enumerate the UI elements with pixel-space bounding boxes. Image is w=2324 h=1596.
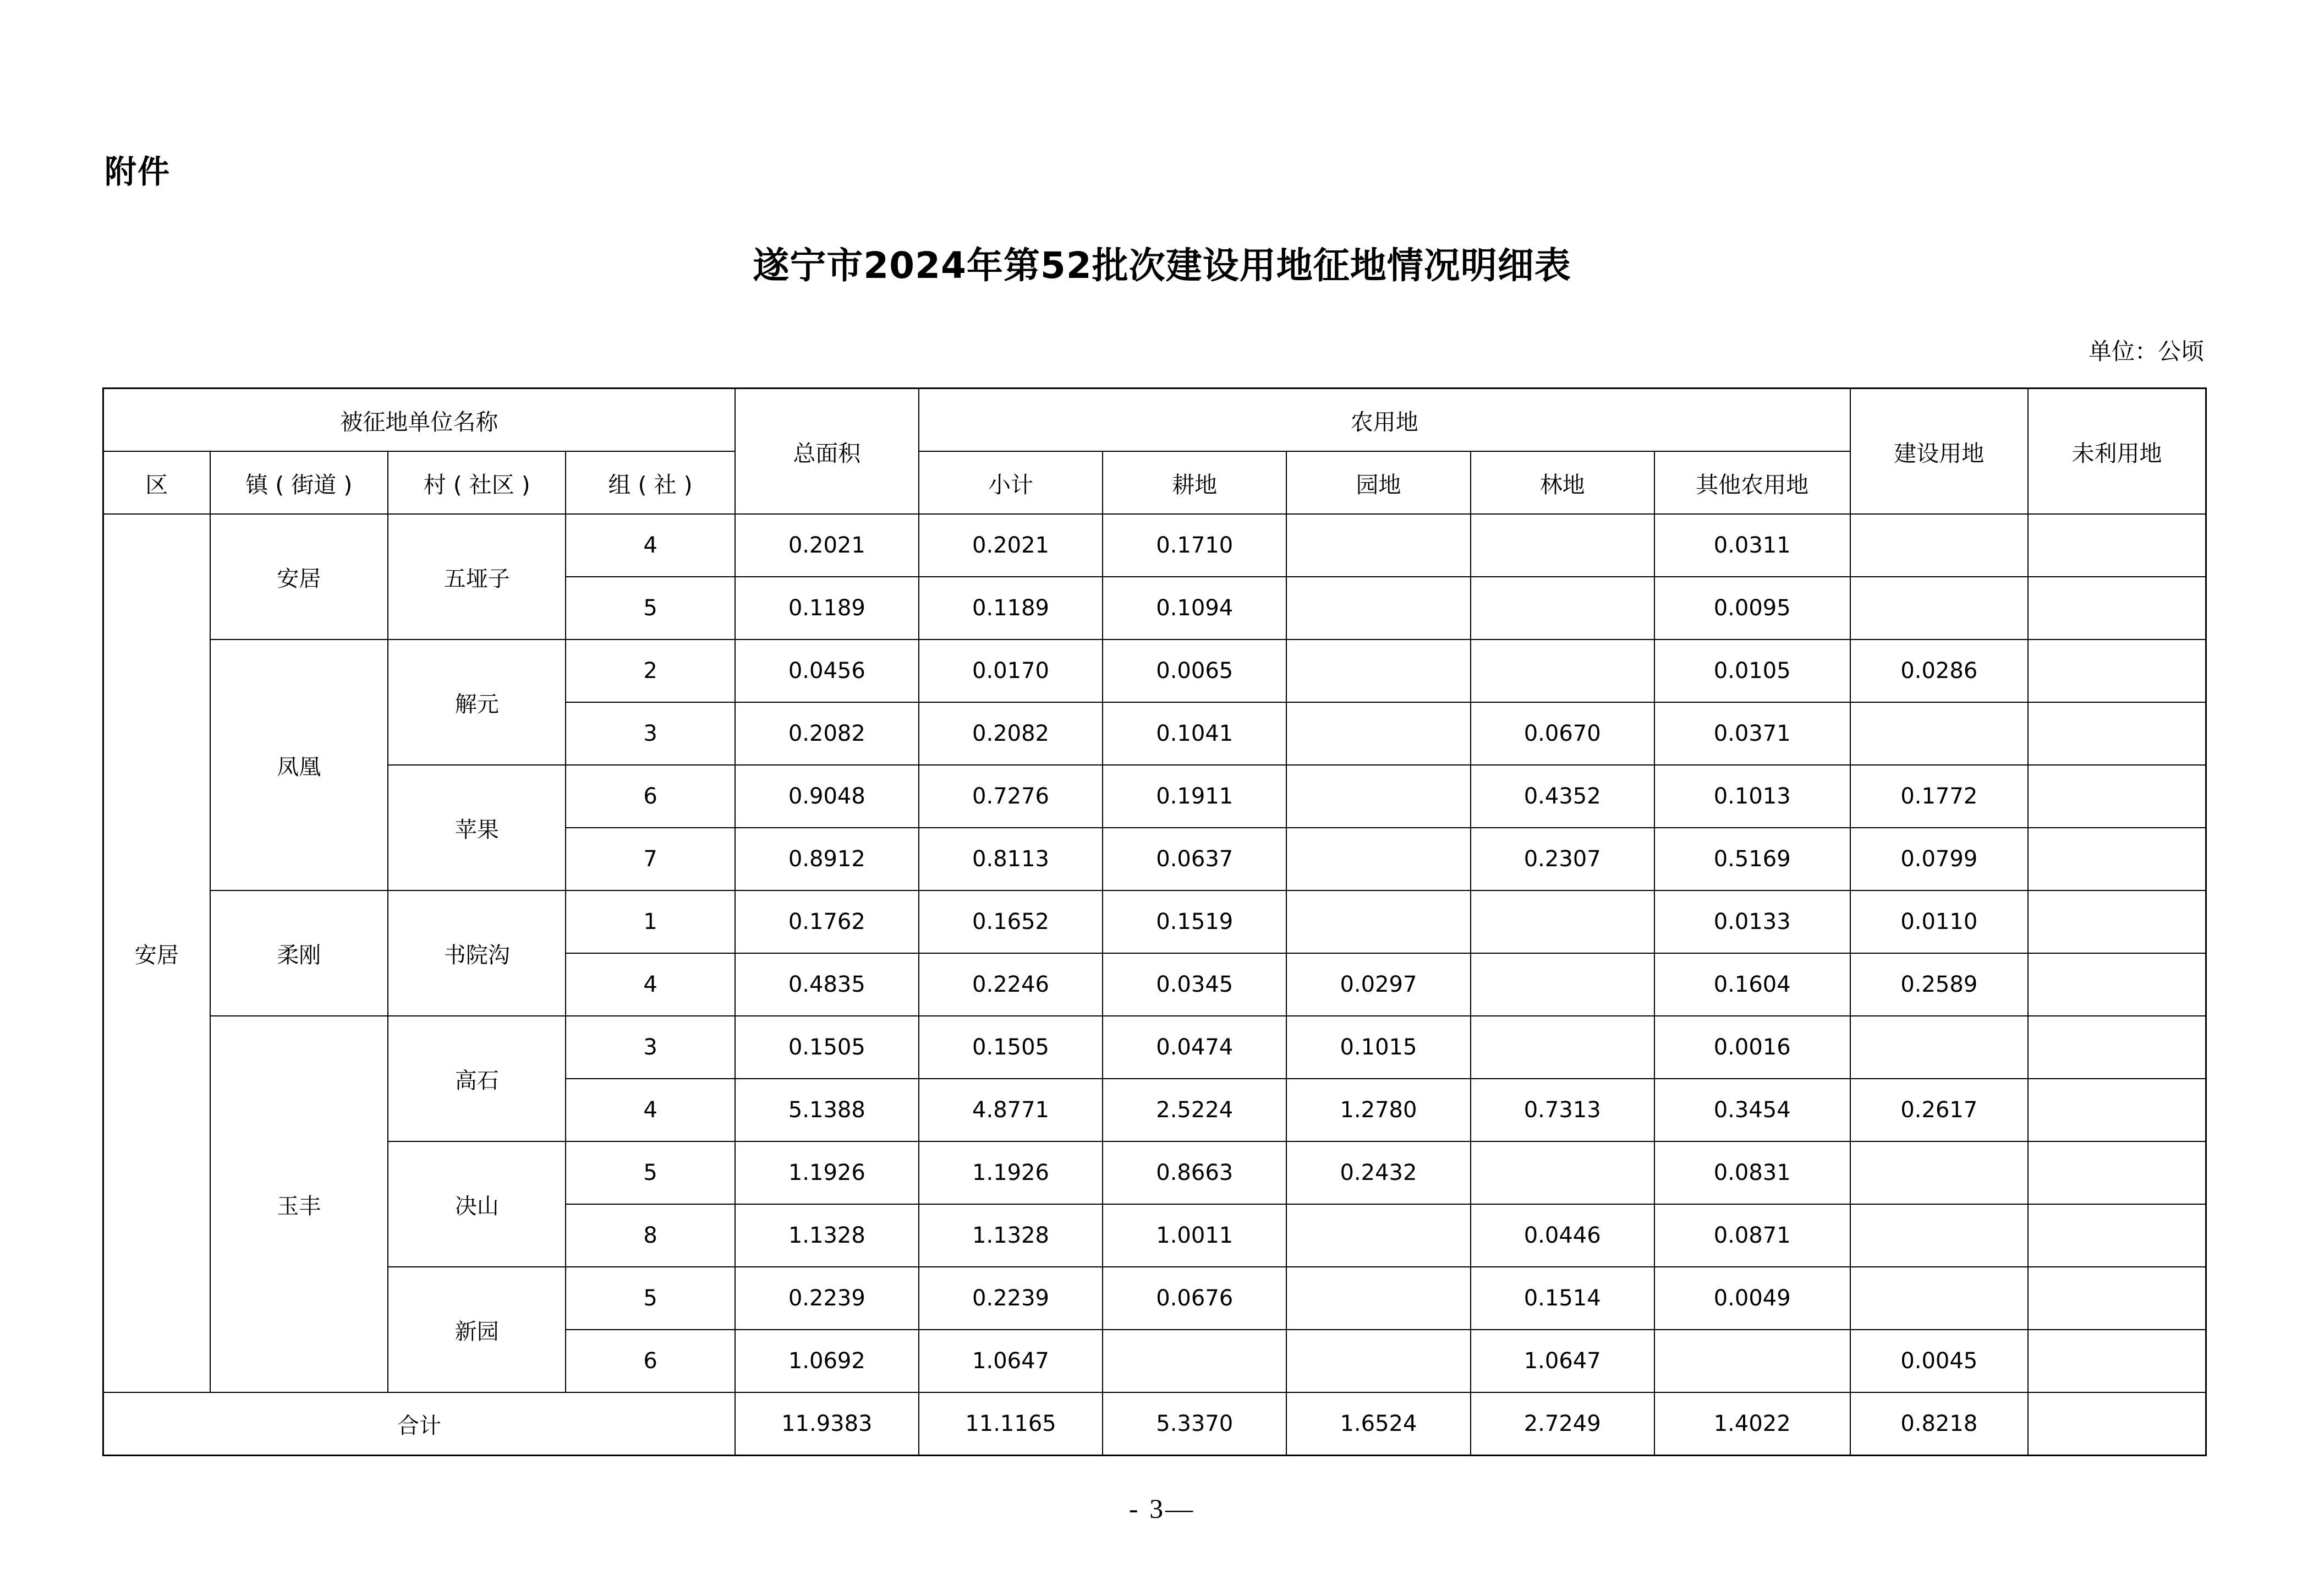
cell-forest: 0.0446 bbox=[1471, 1204, 1654, 1267]
cell-group: 5 bbox=[566, 1141, 735, 1204]
cell-forest: 0.1514 bbox=[1471, 1267, 1654, 1330]
cell-town: 玉丰 bbox=[210, 1016, 388, 1392]
cell-other-farmland bbox=[1654, 1330, 1850, 1392]
cell-forest bbox=[1471, 1016, 1654, 1079]
cell-forest: 0.7313 bbox=[1471, 1079, 1654, 1141]
page-number: - 3— bbox=[1128, 1493, 1196, 1524]
cell-subtotal: 1.1328 bbox=[919, 1204, 1103, 1267]
cell-subtotal: 0.1189 bbox=[919, 577, 1103, 640]
header-other-farmland: 其他农用地 bbox=[1654, 451, 1850, 514]
cell-unused bbox=[2028, 890, 2206, 953]
cell-cultivated: 1.0011 bbox=[1103, 1204, 1286, 1267]
cell-group: 8 bbox=[566, 1204, 735, 1267]
cell-cultivated bbox=[1103, 1330, 1286, 1392]
cell-subtotal: 0.7276 bbox=[919, 765, 1103, 828]
cell-cultivated: 0.0474 bbox=[1103, 1016, 1286, 1079]
cell-village: 五垭子 bbox=[388, 514, 566, 640]
cell-garden: 0.1015 bbox=[1286, 1016, 1470, 1079]
cell-unused bbox=[2028, 514, 2206, 577]
cell-village: 新园 bbox=[388, 1267, 566, 1392]
cell-total: 0.4835 bbox=[735, 953, 919, 1016]
cell-total: 0.9048 bbox=[735, 765, 919, 828]
cell-unused bbox=[2028, 1204, 2206, 1267]
header-construction-land: 建设用地 bbox=[1850, 389, 2028, 515]
cell-garden bbox=[1286, 702, 1470, 765]
cell-forest bbox=[1471, 514, 1654, 577]
cell-cultivated: 0.0637 bbox=[1103, 828, 1286, 890]
cell-garden bbox=[1286, 1267, 1470, 1330]
table-row bbox=[103, 890, 2206, 953]
cell-forest: 1.0647 bbox=[1471, 1330, 1654, 1392]
cell-village: 书院沟 bbox=[388, 890, 566, 1016]
cell-garden bbox=[1286, 765, 1470, 828]
header-district: 区 bbox=[103, 451, 210, 514]
cell-group: 6 bbox=[566, 765, 735, 828]
cell-other-farmland: 0.0311 bbox=[1654, 514, 1850, 577]
cell-garden bbox=[1286, 1330, 1470, 1392]
cell-cultivated: 0.0676 bbox=[1103, 1267, 1286, 1330]
cell-total: 0.0456 bbox=[735, 640, 919, 702]
cell-forest bbox=[1471, 1141, 1654, 1204]
attachment-label: 附件 bbox=[105, 153, 171, 190]
cell-garden bbox=[1286, 1204, 1470, 1267]
cell-garden: 0.0297 bbox=[1286, 953, 1470, 1016]
cell-subtotal: 0.2021 bbox=[919, 514, 1103, 577]
cell-unused bbox=[2028, 577, 2206, 640]
cell-construction: 0.0045 bbox=[1850, 1330, 2028, 1392]
cell-subtotal: 1.0647 bbox=[919, 1330, 1103, 1392]
cell-unused bbox=[2028, 1141, 2206, 1204]
cell-town: 柔刚 bbox=[210, 890, 388, 1016]
cell-total: 1.1328 bbox=[735, 1204, 919, 1267]
cell-other-farmland: 0.1013 bbox=[1654, 765, 1850, 828]
table-row bbox=[103, 1016, 2206, 1079]
page-title: 遂宁市2024年第52批次建设用地征地情况明细表 bbox=[753, 244, 1571, 287]
cell-subtotal: 0.2082 bbox=[919, 702, 1103, 765]
cell-subtotal: 0.0170 bbox=[919, 640, 1103, 702]
cell-group: 7 bbox=[566, 828, 735, 890]
cell-cultivated: 0.1911 bbox=[1103, 765, 1286, 828]
cell-total-label: 合计 bbox=[103, 1392, 735, 1456]
cell-other-farmland: 0.5169 bbox=[1654, 828, 1850, 890]
cell-construction bbox=[1850, 1016, 2028, 1079]
cell-construction bbox=[1850, 1267, 2028, 1330]
header-group: 组 ( 社 ) bbox=[566, 451, 735, 514]
cell-total-total: 11.9383 bbox=[735, 1392, 919, 1456]
header-cultivated: 耕地 bbox=[1103, 451, 1286, 514]
cell-subtotal: 0.8113 bbox=[919, 828, 1103, 890]
cell-cultivated: 0.1519 bbox=[1103, 890, 1286, 953]
cell-total: 1.1926 bbox=[735, 1141, 919, 1204]
cell-construction bbox=[1850, 1141, 2028, 1204]
cell-unused bbox=[2028, 1267, 2206, 1330]
table-row bbox=[103, 1267, 2206, 1330]
cell-group: 4 bbox=[566, 514, 735, 577]
cell-other-farmland: 0.0133 bbox=[1654, 890, 1850, 953]
cell-group: 2 bbox=[566, 640, 735, 702]
header-unused-land: 未利用地 bbox=[2028, 389, 2206, 515]
cell-construction bbox=[1850, 1204, 2028, 1267]
unit-note: 单位：公顷 bbox=[2088, 338, 2204, 365]
cell-other-farmland: 0.3454 bbox=[1654, 1079, 1850, 1141]
cell-forest: 0.2307 bbox=[1471, 828, 1654, 890]
cell-total: 0.2082 bbox=[735, 702, 919, 765]
header-garden: 园地 bbox=[1286, 451, 1470, 514]
cell-district: 安居 bbox=[103, 514, 210, 1392]
cell-construction: 0.0110 bbox=[1850, 890, 2028, 953]
header-total-area: 总面积 bbox=[735, 389, 919, 515]
cell-cultivated: 0.0345 bbox=[1103, 953, 1286, 1016]
header-forest: 林地 bbox=[1471, 451, 1654, 514]
cell-garden bbox=[1286, 828, 1470, 890]
cell-total: 1.0692 bbox=[735, 1330, 919, 1392]
cell-cultivated: 0.1041 bbox=[1103, 702, 1286, 765]
cell-unused bbox=[2028, 702, 2206, 765]
cell-garden bbox=[1286, 640, 1470, 702]
table-row bbox=[103, 1141, 2206, 1204]
cell-subtotal: 0.1652 bbox=[919, 890, 1103, 953]
cell-unused bbox=[2028, 1330, 2206, 1392]
cell-unused bbox=[2028, 828, 2206, 890]
cell-total: 0.2021 bbox=[735, 514, 919, 577]
cell-total-forest: 2.7249 bbox=[1471, 1392, 1654, 1456]
cell-subtotal: 1.1926 bbox=[919, 1141, 1103, 1204]
cell-cultivated: 0.1094 bbox=[1103, 577, 1286, 640]
cell-town: 凤凰 bbox=[210, 640, 388, 890]
cell-total-construction: 0.8218 bbox=[1850, 1392, 2028, 1456]
cell-total: 0.1762 bbox=[735, 890, 919, 953]
cell-group: 3 bbox=[566, 702, 735, 765]
cell-subtotal: 0.1505 bbox=[919, 1016, 1103, 1079]
cell-unused bbox=[2028, 765, 2206, 828]
cell-unused bbox=[2028, 953, 2206, 1016]
land-acquisition-table bbox=[102, 387, 2207, 1456]
cell-other-farmland: 0.0371 bbox=[1654, 702, 1850, 765]
cell-group: 1 bbox=[566, 890, 735, 953]
cell-total-unused bbox=[2028, 1392, 2206, 1456]
cell-other-farmland: 0.0016 bbox=[1654, 1016, 1850, 1079]
cell-subtotal: 0.2239 bbox=[919, 1267, 1103, 1330]
cell-cultivated: 0.0065 bbox=[1103, 640, 1286, 702]
cell-group: 4 bbox=[566, 953, 735, 1016]
cell-cultivated: 2.5224 bbox=[1103, 1079, 1286, 1141]
cell-other-farmland: 0.0105 bbox=[1654, 640, 1850, 702]
cell-other-farmland: 0.0831 bbox=[1654, 1141, 1850, 1204]
cell-forest bbox=[1471, 953, 1654, 1016]
table-total-row bbox=[103, 1392, 2206, 1456]
cell-unused bbox=[2028, 640, 2206, 702]
cell-construction: 0.0286 bbox=[1850, 640, 2028, 702]
cell-other-farmland: 0.0871 bbox=[1654, 1204, 1850, 1267]
cell-forest: 0.0670 bbox=[1471, 702, 1654, 765]
cell-group: 3 bbox=[566, 1016, 735, 1079]
cell-cultivated: 0.1710 bbox=[1103, 514, 1286, 577]
cell-construction bbox=[1850, 577, 2028, 640]
cell-other-farmland: 0.0049 bbox=[1654, 1267, 1850, 1330]
table-row bbox=[103, 640, 2206, 702]
cell-forest: 0.4352 bbox=[1471, 765, 1654, 828]
header-farmland: 农用地 bbox=[919, 389, 1850, 452]
header-subtotal: 小计 bbox=[919, 451, 1103, 514]
cell-garden: 0.2432 bbox=[1286, 1141, 1470, 1204]
cell-village: 决山 bbox=[388, 1141, 566, 1267]
cell-garden bbox=[1286, 577, 1470, 640]
cell-town: 安居 bbox=[210, 514, 388, 640]
cell-total: 0.8912 bbox=[735, 828, 919, 890]
cell-village: 解元 bbox=[388, 640, 566, 765]
cell-forest bbox=[1471, 890, 1654, 953]
cell-total: 0.2239 bbox=[735, 1267, 919, 1330]
cell-construction: 0.1772 bbox=[1850, 765, 2028, 828]
cell-village: 高石 bbox=[388, 1016, 566, 1141]
cell-total-cultivated: 5.3370 bbox=[1103, 1392, 1286, 1456]
cell-garden: 1.2780 bbox=[1286, 1079, 1470, 1141]
header-village: 村 ( 社区 ) bbox=[388, 451, 566, 514]
table-row bbox=[103, 514, 2206, 577]
cell-other-farmland: 0.1604 bbox=[1654, 953, 1850, 1016]
cell-garden bbox=[1286, 890, 1470, 953]
cell-construction bbox=[1850, 702, 2028, 765]
header-unit-name: 被征地单位名称 bbox=[103, 389, 735, 452]
cell-total: 5.1388 bbox=[735, 1079, 919, 1141]
cell-construction: 0.2589 bbox=[1850, 953, 2028, 1016]
cell-total: 0.1505 bbox=[735, 1016, 919, 1079]
cell-total-subtotal: 11.1165 bbox=[919, 1392, 1103, 1456]
cell-total: 0.1189 bbox=[735, 577, 919, 640]
table-header bbox=[103, 389, 2206, 515]
cell-total-other: 1.4022 bbox=[1654, 1392, 1850, 1456]
cell-forest bbox=[1471, 640, 1654, 702]
cell-unused bbox=[2028, 1016, 2206, 1079]
cell-group: 5 bbox=[566, 1267, 735, 1330]
cell-total-garden: 1.6524 bbox=[1286, 1392, 1470, 1456]
cell-unused bbox=[2028, 1079, 2206, 1141]
header-row-group bbox=[103, 389, 2206, 452]
cell-construction bbox=[1850, 514, 2028, 577]
cell-garden bbox=[1286, 514, 1470, 577]
table-row bbox=[103, 765, 2206, 828]
cell-subtotal: 0.2246 bbox=[919, 953, 1103, 1016]
cell-other-farmland: 0.0095 bbox=[1654, 577, 1850, 640]
cell-group: 5 bbox=[566, 577, 735, 640]
header-town: 镇 ( 街道 ) bbox=[210, 451, 388, 514]
cell-group: 4 bbox=[566, 1079, 735, 1141]
cell-construction: 0.2617 bbox=[1850, 1079, 2028, 1141]
cell-forest bbox=[1471, 577, 1654, 640]
cell-cultivated: 0.8663 bbox=[1103, 1141, 1286, 1204]
cell-village: 苹果 bbox=[388, 765, 566, 890]
table-body bbox=[103, 514, 2206, 1456]
cell-subtotal: 4.8771 bbox=[919, 1079, 1103, 1141]
cell-group: 6 bbox=[566, 1330, 735, 1392]
cell-construction: 0.0799 bbox=[1850, 828, 2028, 890]
